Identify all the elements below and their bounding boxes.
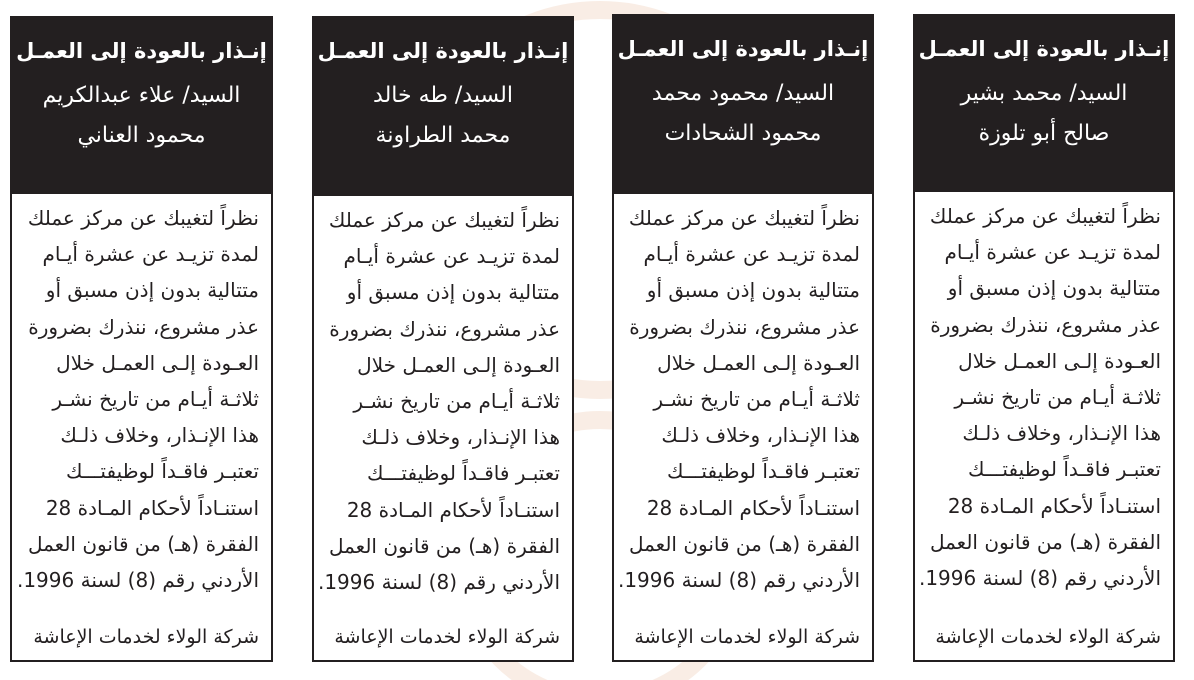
body-line: تعتبـر فاقـداً لوظيفتـــك xyxy=(968,457,1161,482)
company-signature: شركة الولاء لخدمات الإعاشة xyxy=(634,626,860,648)
body-line: الفقرة (هـ) من قانون العمل xyxy=(328,533,560,558)
body-line: تعتبـر فاقـداً لوظيفتـــك xyxy=(66,459,259,484)
notice-body xyxy=(915,192,1173,596)
body-line: الأردني رقم (8) لسنة 1996. xyxy=(918,566,1161,591)
body-line: استنـاداً لأحكام المـادة 28 xyxy=(646,495,860,520)
body-line: عذر مشروع، ننذرك بضرورة xyxy=(329,316,560,341)
body-line: الفقرة (هـ) من قانون العمل xyxy=(27,531,259,556)
body-line: لمدة تزيـد عن عشرة أيـام xyxy=(643,242,860,267)
notice-recipient: السيد/ محمود محمد محمود الشحادات xyxy=(651,81,835,146)
body-line: لمدة تزيـد عن عشرة أيـام xyxy=(42,242,259,267)
body-line: استنـاداً لأحكام المـادة 28 xyxy=(346,497,560,522)
body-line: هذا الإنـذار، وخلاف ذلـك xyxy=(60,423,259,448)
notice-card xyxy=(612,14,874,662)
notice-body xyxy=(12,194,271,598)
notice-header xyxy=(12,18,271,194)
body-line: هذا الإنـذار، وخلاف ذلـك xyxy=(661,423,860,448)
notice-recipient: السيد/ علاء عبدالكريم محمود العناني xyxy=(42,83,241,148)
company-signature: شركة الولاء لخدمات الإعاشة xyxy=(334,626,560,648)
body-line: ثلاثـة أيـام من تاريخ نشـر xyxy=(52,387,259,412)
notice-header xyxy=(614,16,872,194)
body-line: عذر مشروع، ننذرك بضرورة xyxy=(28,314,259,339)
body-line: نظراً لتغيبك عن مركز عملك xyxy=(929,204,1161,228)
notice-title: إنـذار بالعودة إلى العمـل xyxy=(617,37,869,61)
notice-recipient: السيد/ محمد بشير صالح أبو تلوزة xyxy=(960,81,1128,146)
body-line: عذر مشروع، ننذرك بضرورة xyxy=(930,312,1161,337)
body-line: ثلاثـة أيـام من تاريخ نشـر xyxy=(653,387,860,412)
body-line: عذر مشروع، ننذرك بضرورة xyxy=(629,314,860,339)
body-line: الأردني رقم (8) لسنة 1996. xyxy=(16,568,259,593)
body-line: متتالية بدون إذن مسبق أو xyxy=(45,278,259,303)
notice-card xyxy=(312,16,574,662)
body-line: تعتبـر فاقـداً لوظيفتـــك xyxy=(367,461,560,486)
notice-body xyxy=(614,194,872,598)
body-line: تعتبـر فاقـداً لوظيفتـــك xyxy=(667,459,860,484)
notice-title: إنـذار بالعودة إلى العمـل xyxy=(918,37,1170,61)
body-line: العـودة إلـى العمـل خلال xyxy=(56,350,259,375)
notice-header xyxy=(314,18,572,196)
notice-header xyxy=(915,16,1173,192)
notice-title: إنـذار بالعودة إلى العمـل xyxy=(16,39,267,63)
notice-body xyxy=(314,196,572,600)
body-line: ثلاثـة أيـام من تاريخ نشـر xyxy=(353,389,560,414)
body-line: الفقرة (هـ) من قانون العمل xyxy=(628,531,860,556)
body-line: متتالية بدون إذن مسبق أو xyxy=(947,276,1161,301)
body-line: لمدة تزيـد عن عشرة أيـام xyxy=(944,240,1161,265)
body-line: نظراً لتغيبك عن مركز عملك xyxy=(328,208,560,232)
body-line: الأردني رقم (8) لسنة 1996. xyxy=(617,568,860,593)
body-line: هذا الإنـذار، وخلاف ذلـك xyxy=(361,425,560,450)
body-line: نظراً لتغيبك عن مركز عملك xyxy=(27,206,259,230)
body-line: متتالية بدون إذن مسبق أو xyxy=(646,278,860,303)
body-line: العـودة إلـى العمـل خلال xyxy=(958,348,1161,373)
body-line: العـودة إلـى العمـل خلال xyxy=(357,352,560,377)
notice-recipient: السيد/ طه خالد محمد الطراونة xyxy=(373,83,513,148)
company-signature: شركة الولاء لخدمات الإعاشة xyxy=(33,626,259,648)
body-line: لمدة تزيـد عن عشرة أيـام xyxy=(343,244,560,269)
body-line: نظراً لتغيبك عن مركز عملك xyxy=(628,206,860,230)
body-line: العـودة إلـى العمـل خلال xyxy=(657,350,860,375)
company-signature: شركة الولاء لخدمات الإعاشة xyxy=(935,626,1161,648)
body-line: هذا الإنـذار، وخلاف ذلـك xyxy=(962,421,1161,446)
body-line: استنـاداً لأحكام المـادة 28 xyxy=(947,493,1161,518)
body-line: الأردني رقم (8) لسنة 1996. xyxy=(317,570,560,595)
notice-card xyxy=(913,14,1175,662)
body-line: استنـاداً لأحكام المـادة 28 xyxy=(45,495,259,520)
notice-title: إنـذار بالعودة إلى العمـل xyxy=(317,39,569,63)
body-line: الفقرة (هـ) من قانون العمل xyxy=(929,529,1161,554)
notice-card xyxy=(10,16,273,662)
body-line: ثلاثـة أيـام من تاريخ نشـر xyxy=(954,385,1161,410)
body-line: متتالية بدون إذن مسبق أو xyxy=(346,280,560,305)
